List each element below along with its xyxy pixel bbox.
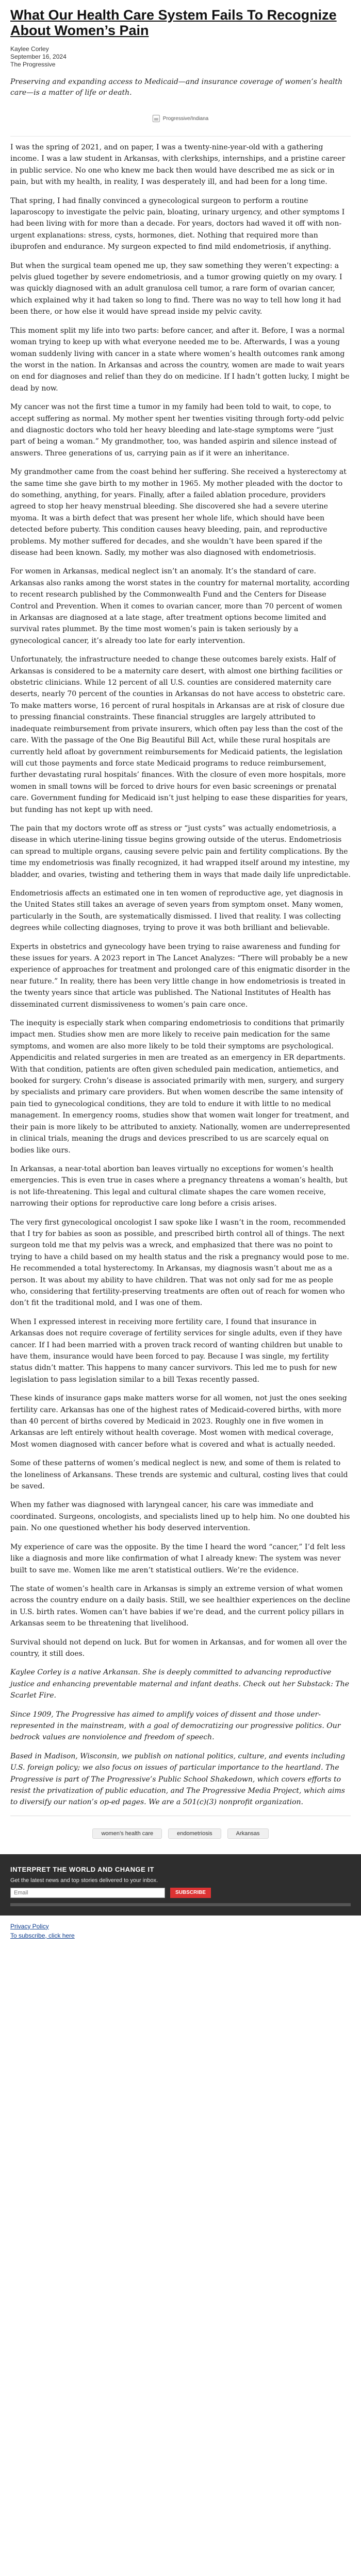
article-paragraph: That spring, I had finally convinced a gynecological surgeon to perform a routine laparoscopy to investigate the pelvic pain, bloating, urinary urgency, and other symptoms I had been living with for more than a decade. For years, doctors had waved it off with non-urgent explanations: stress, cysts, hormones, diet. Nothing that required more than ibuprofen and endurance. My surgeon expected to find mild endometriosis, if anything.: [10, 196, 345, 251]
article-paragraph: My experience of care was the opposite. By the time I heard the word “cancer,” I’d felt less like a diagnosis and more like confirmation of what I already knew: The system was never built to save me. Women like me aren’t statistical outliers. We’re the evidence.: [10, 1543, 346, 1574]
article-paragraph: Survival should not depend on luck. But for women in Arkansas, and for women all over the country, it still does.: [10, 1638, 347, 1658]
author: Kaylee Corley: [10, 45, 49, 53]
signup-text: Get the latest news and top stories delivered to your inbox.: [10, 1877, 158, 1884]
footer-bar: [10, 1903, 351, 1906]
author-bio: Kaylee Corley is a native Arkansan. She is deeply committed to advancing reproductive justice and enhancing preventable maternal and infant deaths. Check out her Substack: The Scarlet Fire.: [10, 1668, 350, 1700]
article-paragraph: The state of women’s health care in Arkansas is simply an extreme version of what women across the country endure on a daily basis. Still, we see healthier experiences on the decline in U.S. birth rates. Women can’t have babies if we’re dead, and the current policy pillars in Arkansas seem to be threatening that livelihood.: [10, 1584, 350, 1628]
article-paragraph: The very first gynecological oncologist I saw spoke like I wasn’t in the room, recommended that I try for babies as soon as possible, and prescribed birth control all of things. The next surgeon told me that my pelvis was a wreck, and emphasized that there was no point to trying to have a child based on my health status and the risk a pregnancy would pose to me. He recommended a total hysterectomy. In Arkansas, my diagnosis wasn’t about me as a person. It was about my ability to have children. That was not only sad for me as people who, considering that fertility-preserving treatments are often out of reach for women who don’t fit the traditional mold, and I was one of them.: [10, 1218, 349, 1308]
footer-heading: INTERPRET THE WORLD AND CHANGE IT: [10, 1865, 154, 1873]
hero-caption-text: Progressive/Indiana: [162, 115, 209, 122]
date: September 16, 2024: [10, 53, 67, 60]
article-paragraph: Unfortunately, the infrastructure needed to change these outcomes barely exists. Half of Arkansas is considered to be a maternity care desert, with almost one birthing facilities or obstetric clinicians. While 12 percent of all U.S. counties are considered maternity care deserts, nearly 70 percent of the counties in Arkansas do not have access to obstetric care. To make matters worse, 16 percent of rural hospitals in Arkansas are at risk of closure due to pressing financial constraints. These financial struggles are largely attributed to inadequate reimbursement from private insurers, which often pay less than the cost of the care. With the passage of the One Big Beautiful Bill Act, while these rural hospitals are currently held afloat by government reimbursements for Medicaid patients, the legislation will cut those payments and force state Medicaid programs to reduce reimbursement, further devastating rural hospitals’ finances. With the closure of even more hospitals, more women in small towns will be forced to drive hours for even basic screenings or prenatal care. Government funding for Medicaid isn’t just helping to ease these disparities for years, but funding has not kept up with need.: [10, 655, 348, 814]
hero-caption: [153, 115, 208, 122]
tag[interactable]: endometriosis: [168, 1828, 221, 1839]
article-paragraph: Some of these patterns of women’s medical neglect is new, and some of them is related to the loneliness of Arkansans. These trends are systemic and cultural, costing lives that could be saved.: [10, 1459, 348, 1491]
subscribe-button[interactable]: SUBSCRIBE: [170, 1888, 211, 1898]
subtitle: Preserving and expanding access to Medicaid—and insurance coverage of women’s health care—is a matter of life or death.: [10, 78, 343, 97]
about-publication: Since 1909, The Progressive has aimed to amplify voices of dissent and those under-represented in the mainstream, with a goal of democratizing our progressive politics. Our bedrock values are nonviolence and freedom of speech.: [10, 1710, 341, 1742]
article-paragraph: I was the spring of 2021, and on paper, I was a twenty-nine-year-old with a gathering income. I was a law student in Arkansas, with clerkships, internships, and a pristine career in public service. No one who knew me back then would have described me as sick or in pain, but with my health, in reality, I was desperately ill, and had been for a long time.: [10, 143, 346, 187]
article-paragraph: The inequity is especially stark when comparing endometriosis to conditions that primarily impact men. Studies show men are more likely to receive pain medication for the same symptoms, and women are also more likely to be told their symptoms are psychological. Appendicitis and related surgeries in men are treated as an emergency in ER departments. With that condition, patients are often given scheduled pain medication, antiemetics, and booked for surgery. Crohn’s disease is associated primarily with men, surgery, and surgery by specialists and primary care providers. But when women describe the same intensity of pain tied to gynecological conditions, they are told to endure it with little to no medical management. In emergency rooms, studies show that women wait longer for treatment, and their pain is more likely to be attributed to anxiety. Nationally, women are underrepresented in clinical trials, meaning the drugs and devices prescribed to us are scarcely equal on bodies like ours.: [10, 1019, 350, 1155]
newsletter-footer: [0, 1854, 361, 1916]
article-paragraph: Endometriosis affects an estimated one in ten women of reproductive age, yet diagnosis in the United States still takes an average of seven years from symptom onset. Many women, particularly in the South, are systematically dismissed. I lived that reality. I was collecting degrees while collecting diagnoses, trying to prove it was both brilliant and believable.: [10, 889, 343, 933]
email-input[interactable]: [10, 1888, 165, 1898]
tag[interactable]: women’s health care: [92, 1828, 162, 1839]
signup-form: [10, 1888, 351, 1898]
publication: The Progressive: [10, 61, 56, 68]
article-paragraph: Experts in obstetrics and gynecology have been trying to raise awareness and funding for these issues for years. A 2023 report in The Lancet Analyzes: “There will probably be a new experience of approaches for treatment and prolonged care of this enigmatic disorder in the near future.” In reality, there has been very little change in how endometriosis is treated in the twenty years since that article was published. The National Institutes of Health has disseminated current dismissiveness to women’s pain care once.: [10, 942, 350, 1009]
article-paragraph: But when the surgical team opened me up, they saw something they weren’t expecting: a pelvis glued together by severe endometriosis, and a tumor growing quietly on my ovary. I was quickly diagnosed with an adult granulosa cell tumor, a rare form of ovarian cancer, which explained why it had taken so long to find. There was no way to tell how long it had been there, or how else it would have spread inside my pelvic cavity.: [10, 261, 342, 316]
article-paragraph: The pain that my doctors wrote off as stress or “just cysts” was actually endometriosis, a disease in which uterine-lining tissue begins growing outside of the uterus. Endometriosis can spread to multiple organs, causing severe pelvic pain and fertility complications. By the time my endometriosis was finally recognized, it had wrapped itself around my intestine, my bladder, and ovaries, twisting and tethering them in ways that made daily life unpredictable.: [10, 824, 351, 879]
subscribe-link[interactable]: To subscribe, click here: [10, 1931, 75, 1939]
article-paragraph: When I expressed interest in receiving more fertility care, I found that insurance in Arkansas does not require coverage of fertility services for single adults, even if they have cancer. If I had been married with a proven track record of wanting children but unable to have them, insurance would have been forced to pay. Because I was single, my fertility status didn’t matter. This happens to many cancer survivors. This led me to push for new legislation to pass legislation similar to a bill Texas recently passed.: [10, 1317, 343, 1384]
tag-list: [10, 1826, 351, 1854]
article-paragraph: When my father was diagnosed with laryngeal cancer, his care was immediate and coordinated. Surgeons, oncologists, and specialists lined up to help him. No one doubted his pain. No one questioned whether his body deserved intervention.: [10, 1501, 350, 1533]
publication-details: Based in Madison, Wisconsin, we publish on national politics, culture, and events including U.S. foreign policy; we also focus on issues of particular importance to the heartland. The Progressive is part of The Progressive’s Public School Shakedown, which covers efforts to resist the privatization of public education, and The Progressive Media Project, which aims to diversify our nation’s op-ed pages. We are a 501(c)(3) nonprofit organization.: [10, 1752, 346, 1807]
article-paragraph: In Arkansas, a near-total abortion ban leaves virtually no exceptions for women’s health emergencies. This is even true in cases where a pregnancy threatens a woman’s health, but is not life-threatening. This legal and cultural climate shapes the care women receive, narrowing their options for reproductive care long before a crisis arises.: [10, 1164, 348, 1208]
footer-links: [0, 1916, 361, 1945]
privacy-policy-link[interactable]: Privacy Policy: [10, 1922, 49, 1930]
article-body: [10, 142, 351, 1659]
tag[interactable]: Arkansas: [227, 1828, 269, 1839]
article-paragraph: This moment split my life into two parts: before cancer, and after it. Before, I was a normal woman trying to keep up with what everyone needed me to be. Afterwards, I was a young woman suddenly living with cancer in a state where women’s health outcomes rank among the worst in the nation. In Arkansas and across the country, women are made to wait years on end for diagnoses and relief than they do on medicine. If I hadn’t gotten lucky, I might be dead by now.: [10, 326, 350, 393]
article-title[interactable]: What Our Health Care System Fails To Recognize About Women’s Pain: [10, 7, 337, 38]
article-paragraph: My grandmother came from the coast behind her suffering. She received a hysterectomy at the same time she gave birth to my mother in 1965. My mother pleaded with the doctor to do something, anything, for years. Finally, after a failed ablation procedure, providers agreed to stop her heavy menstrual bleeding. She discovered she had a severe uterine myoma. It was a birth defect that was present her whole life, which should have been detected before puberty. This condition causes heavy bleeding, pain, and reproductive problems. My mother suffered for decades, and she wouldn’t have been spared if the disease had been known. Sadly, my mother was also diagnosed with endometriosis.: [10, 468, 347, 557]
byline: [10, 45, 351, 69]
hero-image: [10, 104, 351, 137]
article-paragraph: My cancer was not the first time a tumor in my family had been told to wait, to cope, to accept suffering as normal. My mother spent her twenties visiting through forty-odd pelvic and diagnostic doctors who told her heavy bleeding and late-stage symptoms were “just part of being a woman.” My grandmother, too, was handed aspirin and silence instead of answers. Three generations of us, carrying pain as if it were an inheritance.: [10, 403, 344, 457]
image-icon: [153, 115, 160, 122]
article-paragraph: These kinds of insurance gaps make matters worse for all women, not just the ones seeking fertility care. Arkansas has one of the highest rates of Medicaid-covered births, with more than 40 percent of births covered by Medicaid in 2023. Roughly one in five women in Arkansas are left entirely without health coverage. Most women with medical coverage, Most women diagnosed with cancer before what is covered and what is actually needed.: [10, 1394, 347, 1449]
article-paragraph: For women in Arkansas, medical neglect isn’t an anomaly. It’s the standard of care. Arkansas also ranks among the worst states in the country for maternal mortality, according to recent research published by the Commonwealth Fund and the Centers for Disease Control and Prevention. When it comes to ovarian cancer, more than 70 percent of women in Arkansas are diagnosed at a late stage, after treatment options become limited and survival rates plummet. By the time most women’s pain is taken seriously by a gynecological cancer, it’s already too late for early intervention.: [10, 567, 350, 645]
